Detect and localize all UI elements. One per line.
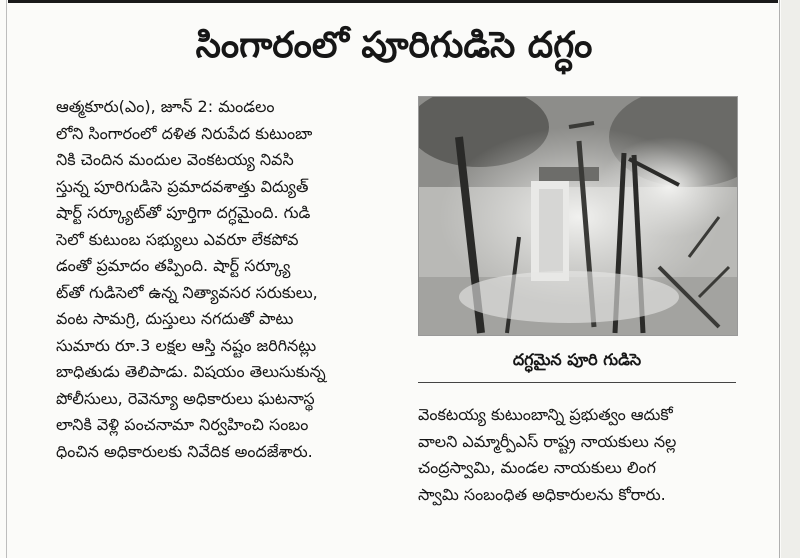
photo-illustration: [419, 97, 737, 335]
body-line: చంద్రస్వామి, మండల నాయకులు లింగ: [418, 458, 656, 477]
headline: సింగారంలో పూరిగుడిసె దగ్ధం: [195, 25, 593, 66]
body-line: సెలో కుటుంబ సభ్యులు ఎవరూ లేకపోవ: [56, 229, 299, 249]
body-line: ధించిన అధికారులకు నివేదిక అందజేశారు.: [56, 441, 313, 461]
body-line: సుమారు రూ.3 లక్షల ఆస్తి నష్టం జరిగినట్లు: [56, 335, 317, 355]
adjacent-page-edge: [781, 0, 800, 558]
body-line: వాలని ఎమ్మార్పీఎస్ రాష్ట్ర నాయకులు నల్ల: [418, 431, 677, 451]
body-line: లానికి వెళ్లి పంచనామా నిర్వహించి సంబం: [56, 415, 309, 434]
body-line: పోలీసులు, రెవెన్యూ అధికారులు ఘటనాస్థ: [56, 388, 315, 408]
article-body-right: [418, 402, 736, 508]
body-line: డంతో ప్రమాదం తప్పింది. షార్ట్ సర్క్యూ: [56, 256, 291, 275]
body-line: స్వామి సంబంధిత అధికారులను కోరారు.: [418, 484, 666, 504]
article-body-left: [56, 94, 394, 465]
photo-caption: దగ్ధమైన పూరి గుడిసె: [418, 338, 736, 383]
body-line: వంట సామగ్రి, దుస్తులు నగదుతో పాటు: [56, 309, 294, 328]
body-line: ట్‌తో గుడిసెలో ఉన్న నిత్యావసర సరుకులు,: [56, 282, 318, 302]
body-line: షార్ట్ సర్క్యూట్‌తో పూర్తిగా దగ్ధమైంది. గుడి: [56, 203, 311, 222]
body-line: వెంకటయ్య కుటుంబాన్ని ప్రభుత్వం ఆదుకో: [418, 405, 673, 424]
body-line: స్తున్న పూరిగుడిసె ప్రమాదవశాత్తు విద్యుత్: [56, 176, 309, 196]
right-column-rule: [779, 0, 780, 558]
top-rule: [8, 0, 778, 3]
body-line: ఆత్మకూరు(ఎం), జూన్ 2: మండలం: [56, 97, 275, 116]
burnt-hut-photo: [418, 96, 738, 336]
body-line: బాధితుడు తెలిపాడు. విషయం తెలుసుకున్న: [56, 362, 326, 381]
left-margin-rule: [6, 0, 7, 558]
body-line: లోని సింగారంలో దళిత నిరుపేద కుటుంబా: [56, 123, 313, 143]
body-line: నికి చెందిన మందుల వెంకటయ్య నివసి: [56, 150, 294, 169]
